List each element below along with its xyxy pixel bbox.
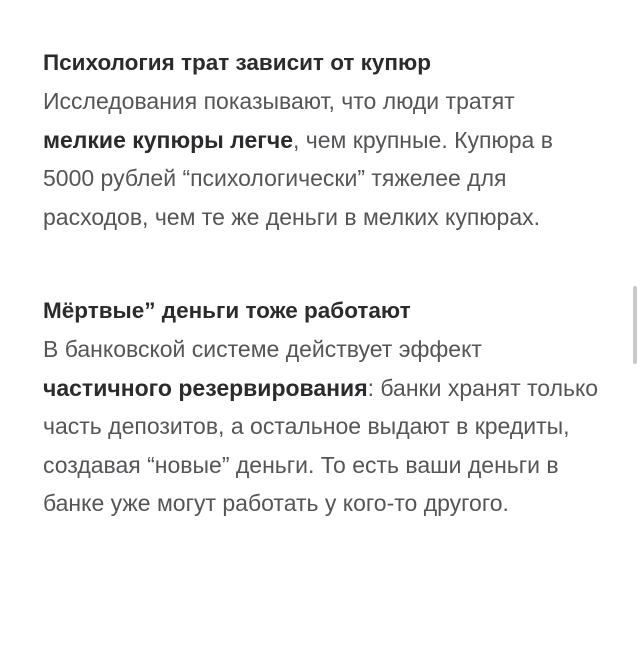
paragraph-text: , чем крупные. Купюра в 5000 рублей “психологически” тяжелее для расходов, чем те же деньги в мелких купюрах. [43,126,553,230]
section-heading: Мёртвые” деньги тоже работают [43,298,411,323]
section-paragraph [43,330,603,523]
article [43,44,603,523]
section-dead-money [43,292,603,523]
paragraph-text: : банки хранят только часть депозитов, а остальное выдают в кредиты, создавая “новые” деньги. То есть ваши деньги в банке уже могут работать у кого-то другого. [43,374,599,516]
section-heading: Психология трат зависит от купюр [43,50,431,75]
section-bill-psychology [43,44,603,236]
paragraph-text: В банковской системе действует эффект [43,336,482,362]
scrollbar-thumb[interactable] [633,286,637,364]
paragraph-emphasis: частичного резервирования [43,374,368,401]
section-paragraph [43,82,603,236]
paragraph-emphasis: мелкие купюры легче [43,126,293,153]
paragraph-text: Исследования показывают, что люди тратят [43,88,515,114]
